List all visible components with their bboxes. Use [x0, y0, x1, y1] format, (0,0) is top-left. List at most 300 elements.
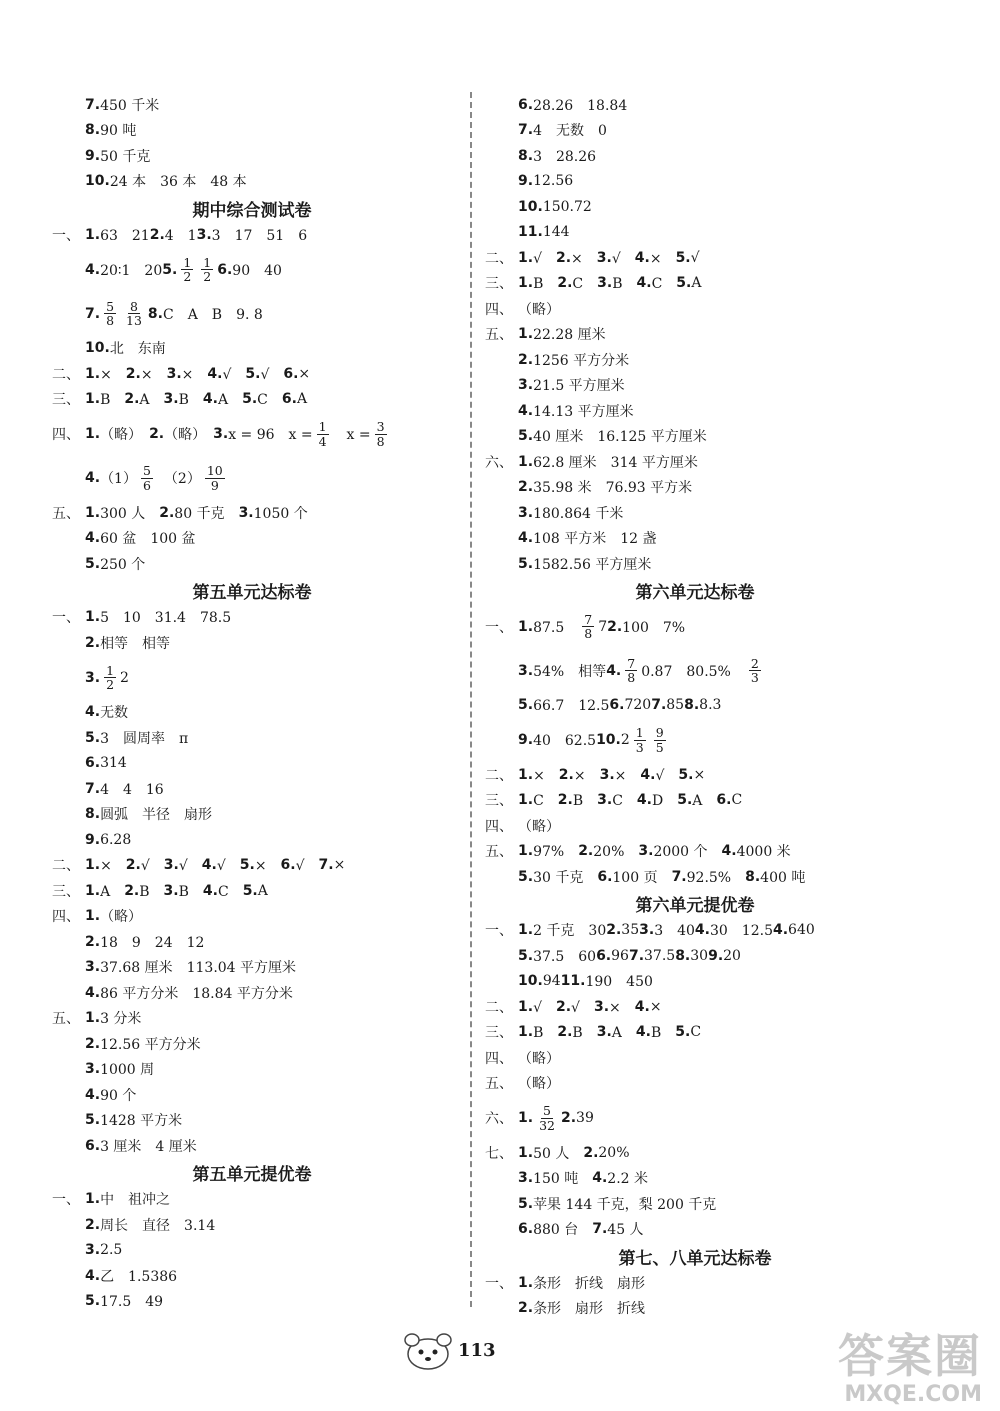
section-marker: 一、	[485, 619, 513, 636]
section-marker: 六、	[485, 454, 513, 471]
item-number: 3.	[596, 249, 612, 266]
item-number: 6.	[518, 96, 534, 113]
item-number: 3.	[597, 275, 613, 292]
fraction-numerator: 5	[543, 1103, 551, 1119]
answer-text: 66.7 12.5	[533, 698, 610, 715]
fraction-numerator: 9	[655, 725, 664, 741]
answer-text: 22.28 厘米	[533, 327, 606, 344]
item-number: 6.	[281, 391, 297, 408]
item-number: 7.	[85, 96, 101, 113]
answer-text: 乙 1.5386	[100, 1268, 178, 1285]
answer-text: 14.13 平方厘米	[533, 403, 634, 420]
answer-row	[52, 1263, 452, 1289]
item-number: 4.	[721, 843, 737, 860]
item-number: 3.	[163, 857, 179, 874]
answer-row	[52, 700, 452, 726]
answer-text: 40 厘米 16.125 平方厘米	[533, 429, 707, 446]
item-number: 4.	[635, 1024, 651, 1041]
answer-row	[52, 118, 452, 144]
fraction-numerator: 2	[750, 655, 759, 671]
answer-text: 无数	[100, 705, 129, 722]
item-number: 1.	[85, 426, 101, 442]
answer-text: 80 千克	[174, 505, 239, 522]
answer-text: 37.5	[644, 947, 676, 964]
fraction-denominator: 5	[655, 739, 664, 755]
item-number: 2.	[557, 1024, 573, 1041]
item-number: 1.	[518, 326, 534, 343]
answer-text: 2	[620, 732, 630, 748]
item-number: 10.	[596, 732, 621, 748]
item-number: 2.	[518, 1300, 534, 1317]
answer-row	[485, 1191, 905, 1217]
fraction	[317, 420, 329, 447]
answer-text: C	[612, 793, 637, 810]
item-number: 10.	[518, 198, 543, 215]
item-number: 6.	[518, 1221, 534, 1238]
item-number: 11.	[560, 973, 586, 990]
answer-text: 250 个	[100, 556, 146, 573]
item-number: 7.	[651, 697, 667, 714]
answer-text: 2.2 米	[607, 1171, 649, 1188]
section-marker: 六、	[485, 1111, 513, 1127]
answer-text: √	[216, 858, 240, 875]
answer-text: C	[257, 392, 282, 409]
answer-text: 144	[542, 224, 570, 241]
watermark-logo: 答案圈	[838, 1329, 982, 1383]
answer-text: 880 台	[533, 1222, 593, 1239]
answer-row	[52, 827, 452, 853]
item-number: 5.	[518, 947, 534, 964]
answer-text: √	[295, 858, 319, 875]
item-number: 2.	[149, 226, 165, 243]
item-number: 5.	[518, 1195, 534, 1212]
item-number: 2.	[85, 1216, 101, 1233]
answer-row	[485, 245, 905, 271]
answer-text: 37.68 厘米 113.04 平方厘米	[100, 960, 297, 977]
fraction	[582, 613, 594, 640]
item-number: 2.	[560, 1110, 577, 1126]
answer-row	[485, 1071, 905, 1097]
answer-row	[485, 347, 905, 373]
item-number: 1.	[518, 618, 534, 635]
answer-row	[52, 1057, 452, 1083]
answer-text: 21.5 平方厘米	[533, 378, 625, 395]
section-marker: 四、	[485, 818, 513, 835]
answer-text: 640	[788, 922, 815, 939]
answer-text: 190 450	[585, 974, 653, 991]
item-number: 3.	[638, 843, 654, 860]
answer-text: B	[572, 793, 598, 810]
item-number: 1.	[518, 766, 534, 783]
item-number: 4.	[606, 662, 622, 679]
item-number: 6.	[85, 1137, 101, 1154]
answer-text: 450 千米	[100, 97, 160, 114]
answer-text: （略）	[518, 1050, 560, 1067]
answer-row	[52, 1187, 452, 1213]
item-number: 4.	[85, 261, 101, 278]
answer-text: 3 28.26	[533, 148, 597, 165]
column-divider	[470, 92, 472, 1307]
answer-text: 63 21	[100, 227, 150, 244]
answer-text: ×	[614, 767, 641, 784]
item-number: 5.	[85, 729, 101, 746]
answer-text: ×	[298, 365, 311, 382]
fraction	[124, 300, 144, 327]
answer-text: B	[139, 883, 164, 900]
answer-text: 4000 米	[736, 844, 791, 861]
answer-text: 87.5	[533, 619, 579, 636]
answer-text: ×	[100, 858, 126, 875]
section-heading: 期中综合测试卷	[192, 200, 312, 221]
answer-row	[52, 605, 452, 631]
answer-row	[485, 969, 905, 995]
answer-row	[52, 1212, 452, 1238]
fraction-numerator: 1	[203, 254, 212, 270]
answer-row	[52, 1108, 452, 1134]
section-marker: 四、	[485, 1050, 513, 1067]
mascot-icon	[400, 1328, 456, 1372]
section-marker: 三、	[52, 392, 80, 409]
section-marker: 三、	[485, 1025, 513, 1042]
answer-text: 96	[611, 947, 629, 964]
answer-text: 40 62.5	[533, 733, 597, 749]
item-number: 1.	[518, 453, 534, 470]
section-marker: 一、	[485, 1275, 513, 1292]
item-number: 2.	[555, 249, 572, 266]
item-number: 1.	[518, 792, 534, 809]
answer-text: 90 个	[100, 1087, 137, 1104]
item-number: 6.	[596, 947, 612, 964]
answer-row	[52, 412, 452, 456]
item-number: 7.	[85, 780, 101, 797]
answer-text: 97%	[533, 844, 579, 861]
fraction	[205, 464, 225, 491]
answer-row	[485, 693, 905, 719]
answer-row	[485, 169, 905, 195]
answer-row	[485, 373, 905, 399]
section-marker: 三、	[52, 883, 80, 900]
item-number: 2.	[555, 998, 572, 1015]
answer-row	[52, 143, 452, 169]
section-marker: 五、	[485, 844, 513, 861]
item-number: 6.	[280, 857, 296, 874]
answer-text: 2.5	[100, 1242, 123, 1259]
answer-text: 20	[723, 947, 741, 964]
item-number: 4.	[518, 402, 534, 419]
answer-row	[52, 1031, 452, 1057]
answer-text: 1050 个	[253, 505, 308, 522]
item-number: 1.	[518, 275, 534, 292]
answer-text: √	[690, 249, 700, 266]
answer-text: 12.56	[533, 173, 574, 190]
answer-text: 20%	[593, 844, 639, 861]
answer-text: 3 厘米 4 厘米	[100, 1138, 197, 1155]
answer-row	[485, 271, 905, 297]
answer-text: 60 盆 100 盆	[100, 531, 196, 548]
fraction-numerator: 7	[584, 611, 593, 627]
answer-text: ×	[254, 858, 281, 875]
fraction	[625, 657, 637, 684]
answer-row	[485, 475, 905, 501]
answer-row	[52, 802, 452, 828]
section-marker: 四、	[485, 301, 513, 318]
answer-row	[485, 839, 905, 865]
section-heading: 第五单元提优卷	[192, 1165, 312, 1185]
fraction-numerator: 7	[627, 655, 636, 671]
answer-text: 150.72	[542, 198, 592, 215]
answer-text: ×	[100, 366, 126, 383]
item-number: 4.	[85, 984, 101, 1001]
answer-row	[485, 1045, 905, 1071]
answer-text: 35	[621, 922, 640, 939]
fraction-denominator: 3	[635, 739, 644, 755]
answer-row	[52, 1238, 452, 1264]
answer-row	[52, 92, 452, 118]
section-marker: 五、	[52, 505, 80, 522]
answer-text: 苹果 144 千克，梨 200 千克	[533, 1196, 717, 1213]
answer-text: 28.26 18.84	[533, 97, 628, 114]
fraction-denominator: 8	[376, 433, 385, 449]
answer-text: D	[651, 793, 678, 810]
item-number: 3.	[518, 504, 534, 521]
item-number: 2.	[125, 857, 141, 874]
answer-text: 30	[690, 947, 709, 964]
item-number: 3.	[163, 391, 179, 408]
answer-text: B	[612, 276, 637, 293]
answer-text: 92.5%	[686, 869, 746, 886]
fraction-denominator: 2	[106, 677, 115, 692]
fraction-numerator: 8	[129, 298, 138, 314]
answer-row	[52, 656, 452, 700]
answer-row	[485, 424, 905, 450]
answer-text: ×	[333, 857, 346, 874]
answer-row	[52, 853, 452, 879]
answer-text: ×	[693, 766, 706, 783]
answer-text: 300 人	[100, 505, 160, 522]
answer-text: 4 4 16	[100, 781, 164, 798]
answer-text: （略）	[164, 427, 214, 443]
answer-row	[52, 336, 452, 362]
answer-text: √	[571, 999, 594, 1016]
answer-row	[52, 500, 452, 526]
answer-row	[485, 143, 905, 169]
answer-text: 400 吨	[760, 869, 806, 886]
item-number: 3.	[518, 1170, 534, 1187]
item-number: 3.	[85, 1061, 101, 1078]
item-number: 1.	[85, 609, 101, 626]
item-number: 9.	[518, 732, 534, 748]
item-number: 3.	[196, 226, 212, 243]
answer-text: C	[533, 793, 558, 810]
answer-text: ×	[533, 767, 559, 784]
answer-row	[52, 551, 452, 577]
fraction	[104, 300, 116, 327]
answer-row	[52, 1082, 452, 1108]
item-number: 1.	[85, 226, 101, 243]
fraction-numerator: 5	[142, 463, 151, 479]
answer-text: 20∶1 20	[100, 262, 163, 279]
answer-text: ×	[649, 250, 676, 267]
answer-text: A	[100, 883, 125, 900]
item-number: 2.	[583, 1144, 599, 1161]
item-number: 1.	[518, 249, 534, 266]
answer-text: 20%	[598, 1144, 630, 1161]
answer-row	[52, 929, 452, 955]
fraction-numerator: 1	[183, 254, 192, 270]
answer-text: A	[217, 392, 243, 409]
fraction	[654, 726, 666, 753]
answer-text: √	[533, 999, 556, 1016]
answer-row	[485, 1020, 905, 1046]
fraction	[181, 256, 193, 283]
item-number: 5.	[675, 1024, 691, 1041]
fraction-denominator: 4	[318, 433, 327, 449]
left-column	[52, 92, 452, 1314]
answer-row	[485, 92, 905, 118]
answer-row	[485, 762, 905, 788]
item-number: 4.	[634, 249, 650, 266]
answer-text: 720	[624, 697, 652, 714]
answer-row	[485, 118, 905, 144]
item-number: 7.	[671, 868, 687, 885]
item-number: 8.	[745, 868, 761, 885]
answer-text: ×	[571, 250, 597, 267]
answer-text: （1）	[100, 471, 137, 487]
item-number: 7.	[518, 122, 534, 139]
item-number: 5.	[676, 275, 692, 292]
section-marker: 四、	[52, 909, 80, 926]
answer-row	[52, 292, 452, 336]
section-marker: 一、	[52, 1192, 80, 1209]
answer-row	[52, 1289, 452, 1315]
item-number: 8.	[85, 806, 101, 823]
answer-text: （略）	[100, 909, 143, 926]
answer-row	[52, 361, 452, 387]
item-number: 5.	[678, 766, 694, 783]
fraction-denominator: 2	[203, 269, 212, 284]
answer-text: C	[572, 276, 598, 293]
item-number: 1.	[85, 1010, 101, 1027]
item-number: 5.	[85, 1293, 101, 1310]
item-number: 4.	[85, 704, 101, 721]
fraction-denominator: 8	[627, 670, 636, 685]
item-number: 2.	[125, 365, 141, 382]
fraction-numerator: 10	[206, 463, 223, 479]
answer-row	[52, 878, 452, 904]
answer-text: 90 吨	[100, 123, 137, 140]
answer-row	[485, 449, 905, 475]
item-number: 10.	[85, 340, 110, 357]
answer-text: B	[533, 276, 558, 293]
answer-text: 37.5 60	[533, 948, 597, 965]
answer-text: B	[178, 392, 203, 409]
item-number: 5.	[162, 261, 178, 278]
item-number: 6.	[283, 365, 299, 382]
item-number: 3.	[85, 1242, 101, 1259]
item-number: 7.	[592, 1221, 608, 1238]
item-number: 5.	[85, 555, 101, 572]
fraction-denominator: 8	[106, 313, 115, 328]
item-number: 9.	[85, 831, 101, 848]
item-number: 8.	[85, 122, 101, 139]
item-number: 5.	[242, 882, 258, 899]
section-heading: 第六单元达标卷	[635, 583, 755, 603]
section-heading: 第七、八单元达标卷	[618, 1248, 772, 1269]
answer-text: C A B 9. 8	[162, 306, 263, 323]
item-number: 4.	[634, 998, 650, 1015]
answer-row	[485, 1140, 905, 1166]
answer-text: 100 7%	[622, 619, 686, 636]
item-number: 3.	[213, 426, 229, 442]
item-number: 4.	[694, 922, 710, 939]
answer-text: 2	[120, 669, 129, 686]
answer-row	[485, 813, 905, 839]
answer-row	[52, 751, 452, 777]
item-number: 3.	[593, 998, 610, 1015]
item-number: 5.	[518, 697, 534, 714]
answer-row	[485, 500, 905, 526]
answer-text: A	[611, 1025, 636, 1042]
section-marker: 三、	[485, 276, 513, 293]
item-number: 4.	[201, 857, 217, 874]
answer-text: （2）	[156, 471, 201, 487]
item-number: 1.	[85, 391, 101, 408]
answer-text: 17.5 49	[100, 1294, 164, 1311]
fraction	[141, 464, 153, 491]
item-number: 7.	[318, 857, 334, 874]
fraction	[375, 420, 387, 447]
answer-text: 90 40	[232, 262, 282, 279]
item-number: 2.	[85, 1035, 101, 1052]
item-number: 2.	[124, 882, 140, 899]
item-number: 6.	[609, 697, 625, 714]
fraction	[537, 1104, 557, 1131]
answer-text: B	[650, 1025, 676, 1042]
item-number: 1.	[518, 922, 534, 939]
right-column	[485, 92, 905, 1321]
answer-text: 4 1	[164, 227, 197, 244]
answer-text: 30 千克	[533, 869, 598, 886]
item-number: 3.	[596, 1024, 612, 1041]
fraction-numerator: 1	[635, 725, 644, 741]
fraction	[634, 726, 646, 753]
answer-text: 314	[100, 755, 127, 772]
answer-text: A	[139, 392, 164, 409]
answer-text: 1582.56 平方厘米	[533, 556, 652, 573]
item-number: 3.	[599, 766, 615, 783]
answer-row	[485, 943, 905, 969]
answer-text: （略）	[518, 818, 560, 835]
item-number: 1.	[85, 908, 101, 925]
item-number: 4.	[636, 792, 652, 809]
section-marker: 七、	[485, 1145, 513, 1162]
answer-text: 7	[598, 618, 608, 635]
item-number: 1.	[85, 504, 101, 521]
answer-row	[485, 1217, 905, 1243]
item-number: 1.	[85, 365, 101, 382]
item-number: 9.	[518, 173, 534, 190]
item-number: 4.	[85, 1086, 101, 1103]
item-number: 11.	[518, 224, 543, 241]
answer-text: 50 人	[533, 1145, 584, 1162]
answer-text: 周长 直径 3.14	[100, 1217, 216, 1234]
item-number: 4.	[518, 530, 534, 547]
item-number: 3.	[518, 377, 534, 394]
answer-text: B	[100, 392, 125, 409]
answer-text: 5 10 31.4 78.5	[100, 610, 232, 627]
answer-row	[52, 248, 452, 292]
answer-row	[485, 220, 905, 246]
